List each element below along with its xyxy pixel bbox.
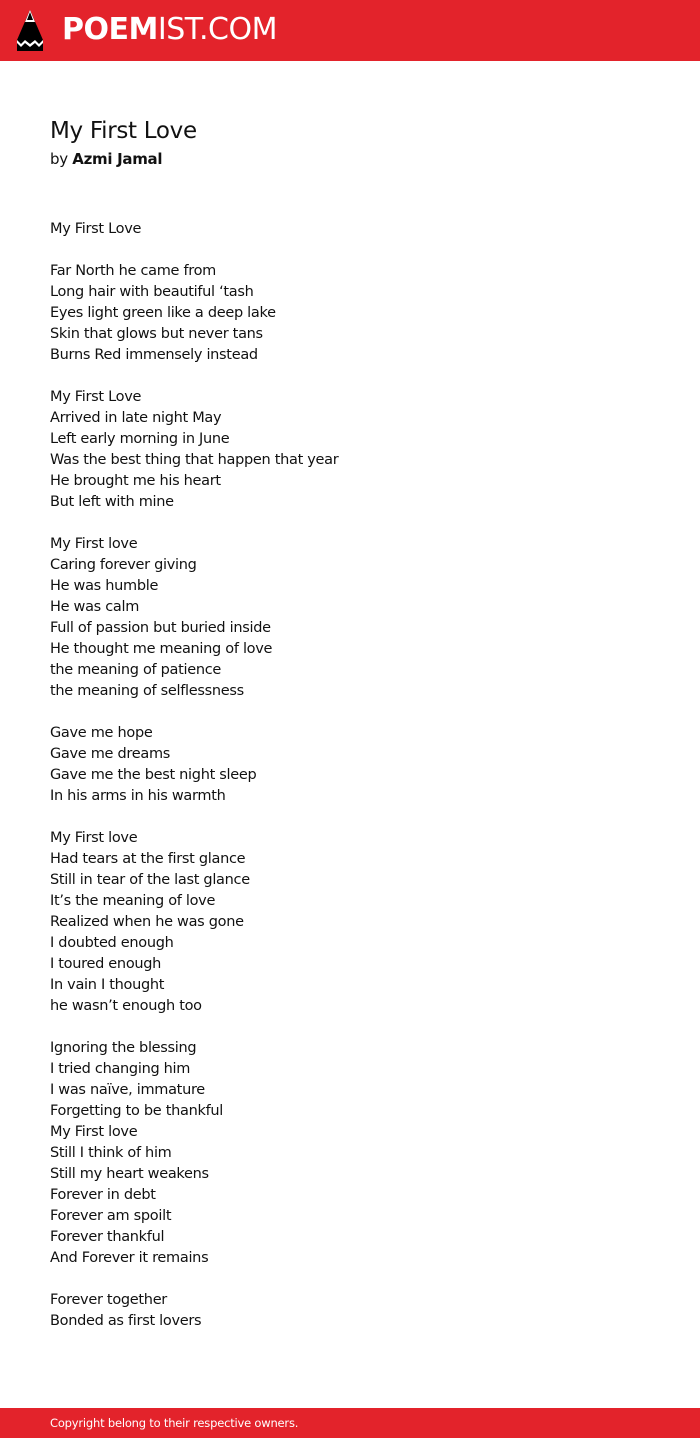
poem-line: Bonded as first lovers xyxy=(50,1313,202,1329)
poem-line: I toured enough xyxy=(50,956,162,972)
site-header xyxy=(0,0,700,61)
poem-stanza xyxy=(50,723,670,807)
poem-line: Still in tear of the last glance xyxy=(50,872,250,888)
poem-byline xyxy=(50,149,162,169)
poem-body xyxy=(50,219,670,1353)
logo-bold-text: POEM xyxy=(62,12,158,47)
poem-line: In his arms in his warmth xyxy=(50,788,226,804)
poem-line: My First love xyxy=(50,536,138,552)
poem-line: Forgetting to be thankful xyxy=(50,1103,223,1119)
poem-line: And Forever it remains xyxy=(50,1250,209,1266)
poem-line: Realized when he was gone xyxy=(50,914,244,930)
poem-line: Left early morning in June xyxy=(50,431,230,447)
poem-line: Far North he came from xyxy=(50,263,217,279)
poem-line: Gave me hope xyxy=(50,725,153,741)
poem-stanza xyxy=(50,261,670,366)
poem-author: Azmi Jamal xyxy=(72,150,163,168)
poem-line: Forever together xyxy=(50,1292,167,1308)
pencil-tip-icon[interactable] xyxy=(17,10,43,51)
poem-line: Gave me dreams xyxy=(50,746,171,762)
poem-line: Full of passion but buried inside xyxy=(50,620,271,636)
copyright-notice: Copyright belong to their respective owners. xyxy=(50,1416,299,1430)
poem-stanza xyxy=(50,1290,670,1332)
site-logo[interactable] xyxy=(62,12,277,48)
poem-line: My First Love xyxy=(50,221,142,237)
poem-line: It’s the meaning of love xyxy=(50,893,216,909)
poem-line: Still I think of him xyxy=(50,1145,172,1161)
poem-line: the meaning of selflessness xyxy=(50,683,244,699)
poem-line: Forever thankful xyxy=(50,1229,165,1245)
poem-line: Had tears at the first glance xyxy=(50,851,246,867)
poem-title: My First Love xyxy=(50,118,197,144)
poem-line: the meaning of patience xyxy=(50,662,222,678)
poem-line: I tried changing him xyxy=(50,1061,191,1077)
poem-line: Ignoring the blessing xyxy=(50,1040,197,1056)
poem-stanza xyxy=(50,387,670,513)
poem-line: He thought me meaning of love xyxy=(50,641,273,657)
poem-line: He brought me his heart xyxy=(50,473,221,489)
poem-line: My First Love xyxy=(50,389,142,405)
poem-line: In vain I thought xyxy=(50,977,165,993)
poem-line: Eyes light green like a deep lake xyxy=(50,305,276,321)
poem-line: He was calm xyxy=(50,599,140,615)
poem-line: Burns Red immensely instead xyxy=(50,347,258,363)
poem-line: Arrived in late night May xyxy=(50,410,222,426)
poem-line: He was humble xyxy=(50,578,159,594)
poem-stanza xyxy=(50,828,670,1017)
poem-line: My First love xyxy=(50,1124,138,1140)
poem-line: But left with mine xyxy=(50,494,174,510)
poem-line: Forever am spoilt xyxy=(50,1208,172,1224)
poem-line: I was naïve, immature xyxy=(50,1082,205,1098)
poem-stanza xyxy=(50,1038,670,1269)
poem-line: Gave me the best night sleep xyxy=(50,767,257,783)
poem-line: Skin that glows but never tans xyxy=(50,326,263,342)
poem-line: Still my heart weakens xyxy=(50,1166,209,1182)
poem-line: Long hair with beautiful ‘tash xyxy=(50,284,254,300)
poem-stanza xyxy=(50,219,670,240)
poem-line: Was the best thing that happen that year xyxy=(50,452,339,468)
logo-light-text: IST.COM xyxy=(157,12,277,47)
poem-line: he wasn’t enough too xyxy=(50,998,202,1014)
poem-line: Caring forever giving xyxy=(50,557,197,573)
poem-stanza xyxy=(50,534,670,702)
site-footer xyxy=(0,1408,700,1438)
poem-line: My First love xyxy=(50,830,138,846)
poem-line: I doubted enough xyxy=(50,935,174,951)
poem-line: Forever in debt xyxy=(50,1187,156,1203)
byline-prefix: by xyxy=(50,150,68,168)
